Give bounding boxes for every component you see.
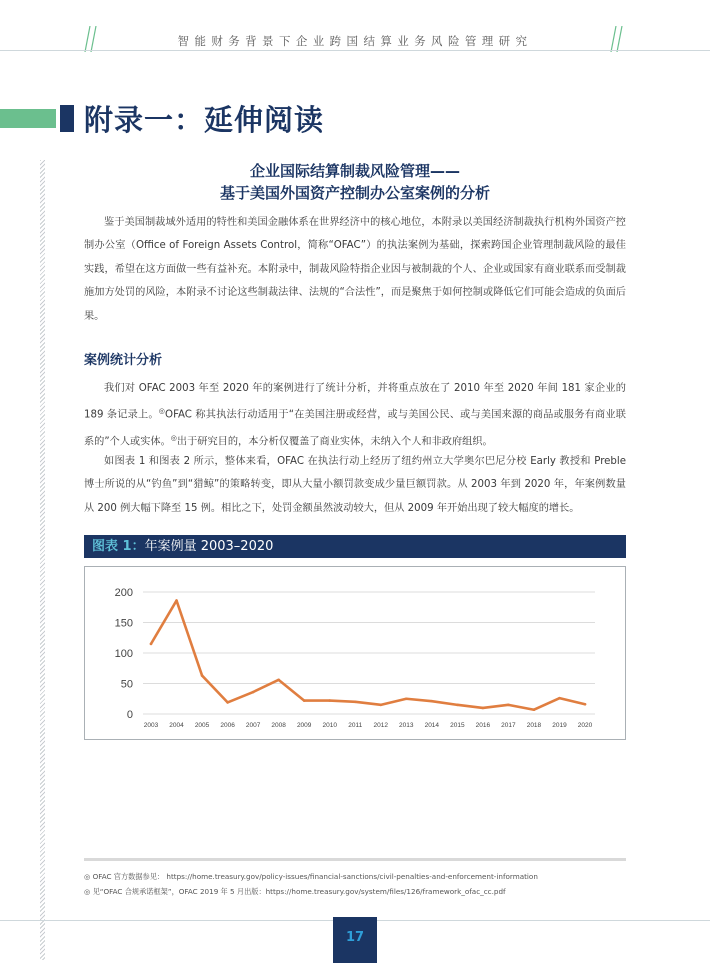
footnote-1-mark: ◎: [84, 872, 91, 881]
x-tick-label: 2018: [526, 722, 542, 729]
data-point: [405, 697, 408, 700]
data-point: [201, 674, 204, 677]
x-tick-label: 2014: [424, 722, 440, 729]
stats-text-a: 我们对 OFAC 2003 年至 2020 年的案例进行了统计分析，并将重点放在了 2010 年至 2020 年间 181 家企业的 189 条记录上。: [84, 383, 626, 421]
data-point: [379, 704, 382, 707]
x-tick-label: 2006: [220, 722, 235, 729]
header-title: 智能财务背景下企业跨国结算业务风险管理研究: [177, 34, 533, 48]
data-point: [482, 707, 485, 710]
data-point: [558, 697, 561, 700]
x-tick-label: 2009: [296, 722, 312, 729]
data-point: [431, 700, 434, 703]
chart-caption-title: 年案例量 2003–2020: [144, 539, 274, 554]
x-tick-label: 2017: [501, 722, 516, 729]
decorative-side-stripe: [40, 160, 45, 960]
footnote-2: [84, 887, 644, 897]
data-point: [456, 704, 459, 707]
x-tick-label: 2020: [577, 722, 593, 729]
footnote-ref-1: ◎: [158, 407, 166, 416]
footnote-1-text: OFAC 官方数据参见： https://home.treasury.gov/policy-issues/financial-sanctions/civil-penalties-and-enforcement-information: [92, 872, 538, 881]
y-tick-label: 50: [120, 678, 133, 691]
data-point: [150, 643, 153, 646]
data-point: [533, 708, 536, 711]
data-point: [328, 699, 331, 702]
x-tick-label: 2011: [348, 722, 363, 729]
stats-text-c: 出于研究目的，本分析仅覆盖了商业实体，未纳入个人和非政府组织。: [176, 436, 493, 448]
footnote-ref-2: ◎: [170, 434, 177, 443]
footnote-2-text: 见“OFAC 合规承诺框架”，OFAC 2019 年 5 月出版：https://home.treasury.gov/system/files/126/framework_ofac_cc.pdf: [92, 887, 506, 896]
section-title: 附录一：延伸阅读: [84, 103, 325, 137]
footnote-1: [84, 872, 644, 882]
intro-paragraph: 鉴于美国制裁域外适用的特性和美国金融体系在世界经济中的核心地位，本附录以美国经济制裁执行机构外国资产控制办公室（Office of Foreign Assets Control，简称“OFAC”）的执法案例为基础，探索跨国企业管理制裁风险的最佳实践，希望在这方面做一些有益补充。本附录中，制裁风险特指企业因与被制裁的个人、企业或国家有商业联系而受制裁施加方处罚的风险，本附录不讨论这些制裁法律、法规的“合法性”，而是聚焦于如何控制或降低它们可能会造成的负面后果。: [84, 217, 626, 322]
series-line: [151, 601, 585, 710]
x-tick-label: 2016: [475, 722, 491, 729]
stats-paragraph: [84, 377, 626, 454]
chart-caption-label: 图表 1：: [92, 539, 145, 554]
y-tick-label: 150: [114, 617, 133, 630]
data-point: [584, 703, 587, 706]
x-tick-label: 2008: [271, 722, 286, 729]
data-point: [252, 691, 255, 694]
stats-text-b: OFAC 称其执法行动适用于“在美国注册或经营，或与美国公民、或与美国来源的商品或服务有商业联系的”个人或实体。: [84, 409, 626, 448]
x-tick-label: 2003: [143, 722, 159, 729]
line-chart: [85, 567, 625, 739]
x-tick-label: 2019: [552, 722, 567, 729]
data-point: [507, 704, 510, 707]
header-divider: [0, 50, 710, 51]
trend-paragraph: 如图表 1 和图表 2 所示，整体来看，OFAC 在执法行动上经历了纽约州立大学奥尔巴尼分校 Early 教授和 Preble 博士所说的从“钓鱼”到“猎鲸”的策略转变，即从大量小额罚款变成少量巨额罚款。从 2003 年到 2020 年，年案例数量从 200 例大幅下降至 15 例。相比之下，处罚金额虽然波动较大，但从 2009 年开始出现了较大幅度的增长。: [84, 456, 626, 514]
data-point: [226, 701, 229, 704]
data-point: [303, 699, 306, 702]
x-tick-label: 2012: [373, 722, 388, 729]
y-tick-label: 0: [126, 709, 133, 721]
page-number: 17: [333, 917, 377, 963]
y-tick-label: 100: [114, 648, 133, 660]
subheading: 案例统计分析: [84, 353, 163, 368]
x-tick-label: 2007: [245, 722, 261, 729]
article-title-line2: 基于美国外国资产控制办公室案例的分析: [219, 184, 490, 202]
data-point: [354, 701, 357, 704]
chart-caption-banner: [84, 535, 626, 558]
x-tick-label: 2015: [450, 722, 465, 729]
x-tick-label: 2010: [322, 722, 337, 729]
footnote-2-mark: ◎: [84, 887, 91, 896]
running-header: [0, 0, 710, 52]
section-accent-bar: [0, 109, 56, 128]
chart-frame: [84, 566, 626, 740]
x-tick-label: 2004: [169, 722, 184, 729]
y-tick-label: 200: [114, 587, 133, 599]
double-slash-icon: [610, 26, 624, 52]
article-title-line1: 企业国际结算制裁风险管理——: [249, 162, 460, 180]
data-point: [175, 599, 178, 602]
data-point: [277, 679, 280, 682]
x-tick-label: 2005: [194, 722, 210, 729]
section-marker: [60, 105, 74, 132]
footnote-rule: [84, 858, 626, 861]
x-tick-label: 2013: [399, 722, 414, 729]
